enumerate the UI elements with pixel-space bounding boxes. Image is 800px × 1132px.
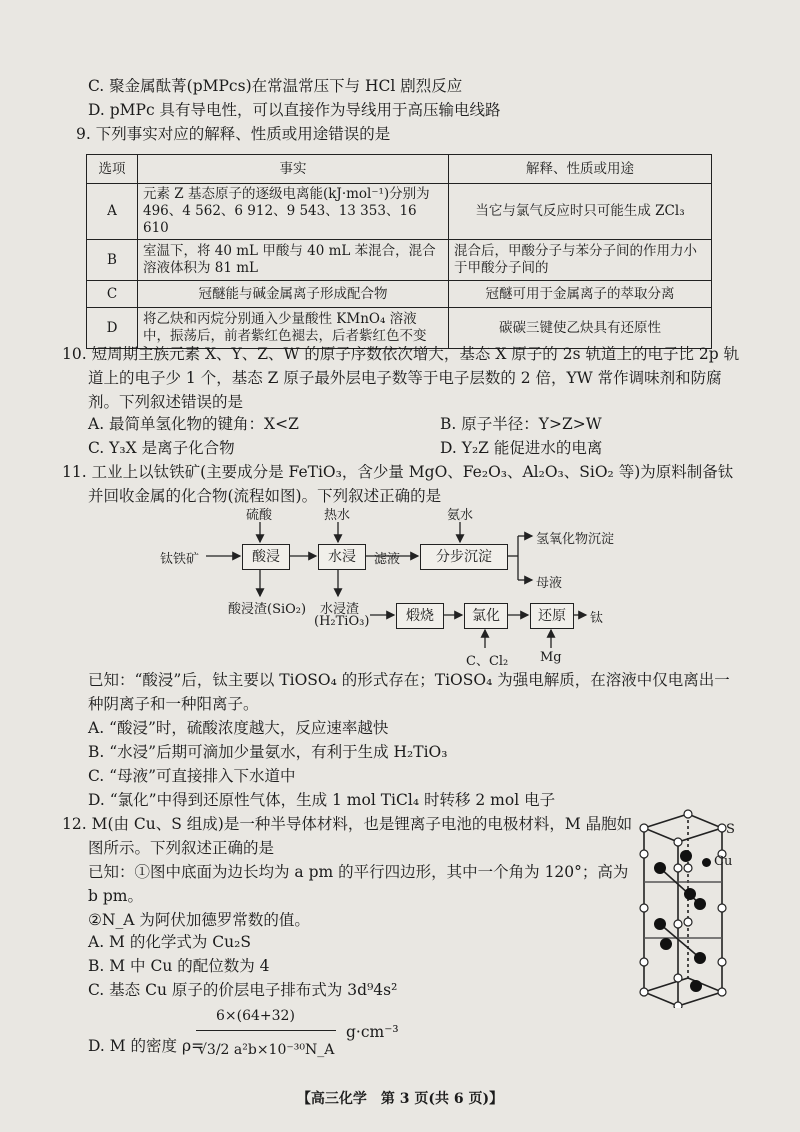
q12-option-a: A. M 的化学式为 Cu₂S [88,933,251,951]
q10-option-c: C. Y₃X 是离子化合物 [88,439,235,457]
q11-known-1: 已知：“酸浸”后，钛主要以 TiOSO₄ 的形式存在；TiOSO₄ 为强电解质，在溶液中仅电离出一 [88,671,730,689]
table-row [87,281,712,308]
q9-stem: 9. 下列事实对应的解释、性质或用途错误的是 [76,125,391,143]
table-header: 事实 [138,155,449,184]
crystal-cell-svg [630,808,750,1008]
table-row [87,240,712,281]
q11-option-b: B. “水浸”后期可滴加少量氨水，有利于生成 H₂TiO₃ [88,743,448,761]
table-cell-option: D [87,308,138,349]
q10-option-d: D. Y₂Z 能促进水的电离 [440,439,603,457]
q8-option-c: C. 聚金属酞菁(pMPcs)在常温常压下与 HCl 剧烈反应 [88,77,463,95]
q12-known-1: 已知：①图中底面为边长均为 a pm 的平行四边形，其中一个角为 120°；高为 [88,863,629,881]
q12-option-b: B. M 中 Cu 的配位数为 4 [88,957,270,975]
flow-start-label: 钛铁矿 [160,552,200,567]
table-header: 解释、性质或用途 [449,155,712,184]
table-header: 选项 [87,155,138,184]
flow-reagent-c-cl2: C、Cl₂ [466,654,509,669]
table-cell-explanation: 混合后，甲酸分子与苯分子间的作用力小于甲酸分子间的 [449,240,712,281]
q12-stem-1: 12. M(由 Cu、S 组成)是一种半导体材料，也是锂离子电池的电极材料，M 晶胞如 [62,815,633,833]
q11-known-2: 种阴离子和一种阳离子。 [88,695,259,713]
q10-stem-3: 剂。下列叙述错误的是 [88,393,244,411]
flow-filtrate-label: 滤液 [374,552,401,567]
q10-stem-1: 10. 短周期主族元素 X、Y、Z、W 的原子序数依次增大，基态 X 原子的 2s 轨道上的电子比 2p 轨 [62,345,740,363]
flow-reagent-ammonia: 氨水 [447,508,474,523]
q11-option-a: A. “酸浸”时，硫酸浓度越大，反应速率越快 [88,719,389,737]
q12-known-2: ②N_A 为阿伏加德罗常数的值。 [88,911,310,929]
table-row [87,184,712,240]
q11-option-d: D. “氯化”中得到还原性气体，生成 1 mol TiCl₄ 时转移 2 mol 电子 [88,791,556,809]
table-cell-option: B [87,240,138,281]
page-footer: 【高三化学 第 3 页(共 6 页)】 [296,1091,504,1107]
cu-atom-legend-icon [702,858,711,867]
table-cell-fact: 将乙炔和丙烷分别通入少量酸性 KMnO₄ 溶液中，振荡后，前者紫红色褪去，后者紫红色不变 [138,308,449,349]
table-cell-fact: 元素 Z 基态原子的逐级电离能(kJ·mol⁻¹)分别为 496、4 562、6 912、9 543、13 353、16 610 [138,184,449,240]
flow-step-acid-leach: 酸浸 [242,544,290,570]
flow-step-chlorination: 氯化 [464,603,508,629]
density-denominator: √3/2 a²b×10⁻³⁰N_A [198,1042,335,1058]
q12-option-d-prefix: D. M 的密度 ρ= [88,1037,205,1055]
density-unit: g·cm⁻³ [346,1023,399,1041]
crystal-cell-diagram [630,808,750,1012]
table-cell-fact: 冠醚能与碱金属离子形成配合物 [138,281,449,308]
flow-step-calcine: 煅烧 [396,603,444,629]
table-cell-option: C [87,281,138,308]
q12-option-c: C. 基态 Cu 原子的价层电子排布式为 3d⁹4s² [88,981,398,999]
flow-residue-h2tio3: (H₂TiO₃) [314,614,370,629]
flow-output-mother-liquor: 母液 [536,576,563,591]
flow-step-reduction: 还原 [530,603,574,629]
q11-stem-1: 11. 工业上以钛铁矿(主要成分是 FeTiO₃，含少量 MgO、Fe₂O₃、Al₂O₃、SiO₂ 等)为原料制备钛 [62,463,734,481]
table-row [87,308,712,349]
flow-residue-water: 水浸渣 [320,602,360,617]
crystal-legend-cu: Cu [714,854,733,869]
table-cell-explanation: 冠醚可用于金属离子的萃取分离 [449,281,712,308]
q9-table [86,154,712,349]
flow-residue-sio2: 酸浸渣(SiO₂) [228,602,307,617]
q12-stem-2: 图所示。下列叙述正确的是 [88,839,275,857]
table-cell-explanation: 碳碳三键使乙炔具有还原性 [449,308,712,349]
q8-option-d: D. pMPc 具有导电性，可以直接作为导线用于高压输电线路 [88,101,501,119]
table-cell-option: A [87,184,138,240]
flow-step-water-leach: 水浸 [318,544,366,570]
flow-reagent-hotwater: 热水 [324,508,351,523]
q10-option-b: B. 原子半径：Y>Z>W [440,415,602,433]
q11-option-c: C. “母液”可直接排入下水道中 [88,767,296,785]
q10-option-a: A. 最简单氢化物的键角：X<Z [88,415,299,433]
q12-known-1b: b pm。 [88,887,143,905]
crystal-legend-s: S [726,822,735,837]
q11-stem-2: 并回收金属的化合物(流程如图)。下列叙述正确的是 [88,487,442,505]
flow-arrows [160,500,660,660]
flow-product-ti: 钛 [590,611,604,626]
flow-reagent-mg: Mg [540,650,562,665]
table-header-row [87,155,712,184]
flow-output-hydroxide: 氢氧化物沉淀 [536,532,615,547]
density-numerator: 6×(64+32) [216,1008,295,1024]
table-cell-fact: 室温下，将 40 mL 甲酸与 40 mL 苯混合，混合溶液体积为 81 mL [138,240,449,281]
fraction-bar [196,1030,336,1031]
flow-step-precipitation: 分步沉淀 [420,544,508,570]
table-cell-explanation: 当它与氯气反应时只可能生成 ZCl₃ [449,184,712,240]
q10-stem-2: 道上的电子少 1 个，基态 Z 原子最外层电子数等于电子层数的 2 倍，YW 常作调味剂和防腐 [88,369,722,387]
flow-reagent-acid: 硫酸 [246,508,273,523]
